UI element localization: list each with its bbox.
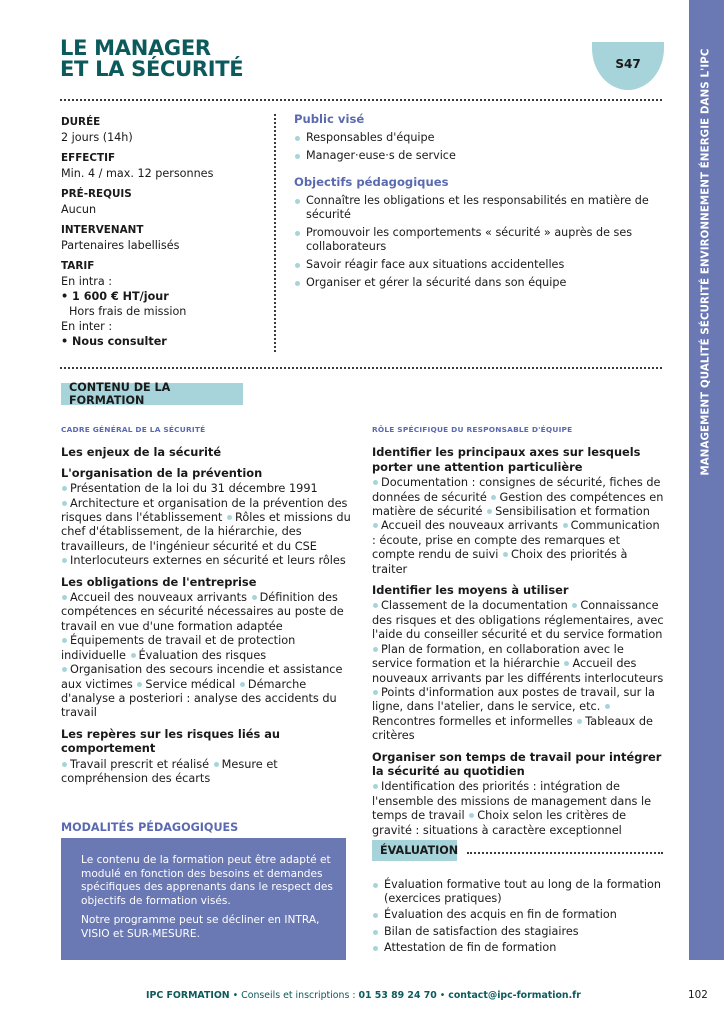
bullet-icon [62,638,67,643]
public-item: Responsables d'équipe [294,131,664,145]
title-line-2: ET LA SÉCURITÉ [60,57,244,81]
right-s1-item: Choix des priorités à traiter [372,548,628,576]
bullet-icon [469,813,474,818]
bullet-icon [62,762,67,767]
bullet-icon [240,682,245,687]
bullet-icon [62,486,67,491]
objectifs-heading: Objectifs pédagogiques [294,175,449,189]
bullet-icon [252,595,257,600]
prerequis-label: PRÉ-REQUIS [61,188,132,200]
audience-objectives [294,112,664,294]
page-title [60,38,243,80]
bullet-icon [564,661,569,666]
tarif-intra-price: • 1 600 € HT/jour [61,290,169,303]
evaluation-heading: ÉVALUATION [372,840,457,861]
left-s2-item: Rôles et missions du chef d'établissement, de la hiérarchie, des travailleurs, de l'ingénieur sécurité et du CSE [61,511,351,553]
bullet-icon [572,603,577,608]
right-s1-item: Gestion des compétences en matière de sécurité [372,490,664,519]
right-s1-title: Identifier les principaux axes sur lesquels porter une attention particulière [372,445,641,474]
effectif-value: Min. 4 / max. 12 personnes [61,167,214,180]
right-s3-item: Choix selon les critères de gravité : situations à caractère exceptionnel [372,809,627,837]
right-s2-item: Plan de formation, en collaboration avec le service formation et la hiérarchie [372,642,624,671]
objectif-item: Promouvoir les comportements « sécurité » auprès de ses collaborateurs [294,226,664,254]
left-s3-item: Équipements de travail et de protection individuelle [61,634,296,662]
course-code: S47 [615,57,641,71]
bullet-icon [605,704,610,709]
right-s2-item: Connaissance des risques et des obligations réglementaires, avec l'aide du conseiller sécurité et du service formation [372,599,664,642]
bullet-icon [137,682,142,687]
prerequis-value: Aucun [61,203,97,216]
right-s1-item: Accueil des nouveaux arrivants [381,519,558,533]
footer-phone[interactable]: 01 53 89 24 70 [358,990,437,1001]
left-s2-title: L'organisation de la prévention [61,465,263,480]
left-s3-text [61,591,353,721]
modalites-paragraph-2: Notre programme peut se décliner en INTRA, VISIO et SUR-MESURE. [81,914,320,940]
info-divider [274,114,276,352]
left-s2-item: Présentation de la loi du 31 décembre 1991 [70,482,318,496]
left-s4-title: Les repères sur les risques liés au comportement [61,726,280,756]
right-s2-item: Classement de la documentation [381,599,568,613]
left-s3-item: Accueil des nouveaux arrivants [70,591,247,605]
bullet-icon [563,523,568,528]
left-s1-title: Les enjeux de la sécurité [61,445,222,460]
effectif-label: EFFECTIF [61,152,116,164]
bullet-icon [491,495,496,500]
course-info [61,115,261,349]
bullet-icon [62,501,67,506]
left-kicker: CADRE GÉNÉRAL DE LA SÉCURITÉ [61,425,206,434]
bullet-icon [373,784,378,789]
left-s3-item: Service médical [145,677,236,691]
bullet-icon [373,523,378,528]
right-s2-text [372,599,664,743]
footer-text: Conseils et inscriptions : [241,990,359,1001]
left-s4-item: Travail prescrit et réalisé [70,757,210,771]
public-heading: Public visé [294,112,365,126]
intervenant-label: INTERVENANT [61,224,144,236]
page-number: 102 [688,989,708,1001]
bullet-icon [227,515,232,520]
bullet-icon [214,762,219,767]
right-s2-title: Identifier les moyens à utiliser [372,583,569,598]
left-s4-text [61,758,353,787]
right-s3-text [372,780,664,838]
evaluation-item: Attestation de fin de formation [372,941,672,955]
left-s2-item: Architecture et organisation de la prévention des risques dans l'établissement [61,496,348,525]
public-item: Manager·euse·s de service [294,149,664,163]
evaluation-divider [467,852,663,854]
left-s3-item: Démarche d'analyse a posteriori : analyse des accidents du travail [61,677,337,720]
objectif-item: Connaître les obligations et les responsabilités en matière de sécurité [294,194,664,222]
tarif-label: TARIF [61,260,95,272]
left-s2-item: Interlocuteurs externes en sécurité et leurs rôles [70,554,346,568]
bullet-icon [62,667,67,672]
tarif-inter-label: En inter : [61,320,113,333]
bullet-icon [131,653,136,658]
duree-label: DURÉE [61,116,101,128]
duree-value: 2 jours (14h) [61,131,133,144]
left-s3-title: Les obligations de l'entreprise [61,574,257,589]
right-s2-item: Tableaux de critères [372,714,653,743]
right-s1-item: Communication : écoute, prise en compte des remarques et compte rendu de suivi [372,519,660,562]
bullet-icon [62,558,67,563]
bullet-icon [62,595,67,600]
left-s3-item: Évaluation des risques [138,648,267,662]
right-s2-item: Rencontres formelles et informelles [372,714,573,728]
footer-separator: • [229,990,242,1001]
right-s1-item: Documentation : consignes de sécurité, fiches de données de sécurité [372,476,661,504]
left-s2-text [61,482,353,568]
course-code-badge [592,42,664,90]
section-divider [60,367,662,369]
right-s3-title: Organiser son temps de travail pour intégrer la sécurité au quotidien [372,749,662,778]
tarif-intra-note: Hors frais de mission [69,305,187,318]
footer-separator: • [436,990,449,1001]
modalites-box [61,838,346,960]
right-s3-item: Identification des priorités : intégration de l'ensemble des missions de management dans le temps de travail [372,780,652,823]
footer-email[interactable]: contact@ipc-formation.fr [448,990,581,1001]
right-s1-item: Sensibilisation et formation [495,505,650,519]
contenu-heading: CONTENU DE LA FORMATION [61,383,243,405]
tarif-intra-label: En intra : [61,275,113,288]
bullet-icon [373,480,378,485]
tarif-inter-value: • Nous consulter [61,335,167,348]
evaluation-list [372,878,672,958]
header-divider [60,99,662,101]
modalites-heading: MODALITÉS PÉDAGOGIQUES [61,821,239,834]
right-kicker: RÔLE SPÉCIFIQUE DU RESPONSABLE D'ÉQUIPE [372,425,573,434]
contenu-left [61,423,353,786]
bullet-icon [487,509,492,514]
bullet-icon [373,647,378,652]
modalites-paragraph-1: Le contenu de la formation peut être adapté et modulé en fonction des besoins et demandes spécifiques des apprenants dans le respect des objectifs de formation visés. [81,854,333,907]
bullet-icon [503,552,508,557]
footer [146,990,581,1001]
footer-brand: IPC FORMATION [146,990,230,1001]
bullet-icon [373,690,378,695]
left-s4-item: Mesure et compréhension des écarts [61,757,278,785]
title-line-1: LE MANAGER [60,36,211,60]
contenu-right [372,423,664,838]
evaluation-item: Évaluation des acquis en fin de formation [372,908,672,922]
right-s1-text [372,476,664,577]
side-band-label: MANAGEMENT QUALITÉ SÉCURITÉ ENVIRONNEMENT ÉNERGIE DANS L'IPC [700,48,712,476]
objectif-item: Organiser et gérer la sécurité dans son équipe [294,276,664,290]
right-s2-item: Points d'information aux postes de travail, sur la ligne, dans l'atelier, dans le service, etc. [372,685,655,714]
bullet-icon [373,603,378,608]
bullet-icon [577,719,582,724]
right-s2-item: Accueil des nouveaux arrivants par les différents interlocuteurs [372,657,664,685]
intervenant-value: Partenaires labellisés [61,239,180,252]
evaluation-item: Évaluation formative tout au long de la formation (exercices pratiques) [372,878,672,905]
left-s3-item: Organisation des secours incendie et assistance aux victimes [61,663,343,691]
objectif-item: Savoir réagir face aux situations accidentelles [294,258,664,272]
left-s3-item: Définition des compétences en sécurité nécessaires au poste de travail en vue d'une formation adaptée [61,591,344,633]
evaluation-item: Bilan de satisfaction des stagiaires [372,925,672,939]
